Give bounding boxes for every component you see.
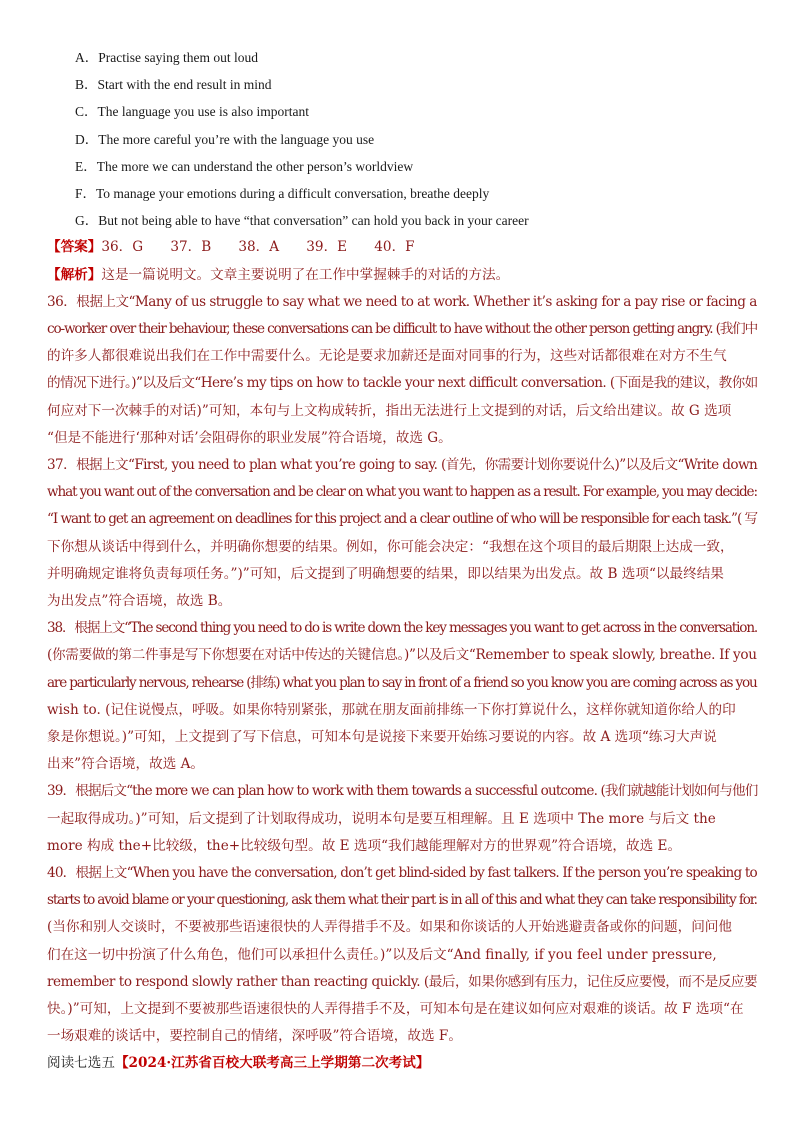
explanation-line: (你需要做的第二件事是写下你想要在对话中传达的关键信息。)”以及后文“Remember to speak slowly, breathe. If you: [47, 647, 757, 664]
option-item: F．To manage your emotions during a difficult conversation, breathe deeply: [75, 185, 490, 201]
explanation-line: wish to. (记住说慢点，呼吸。如果你特别紧张，那就在朋友面前排练一下你打算说什么，这样你就知道你给人的印: [47, 701, 736, 718]
explanation-line: 们在这一切中扮演了什么角色，他们可以承担什么责任。)”以及后文“And finally, if you feel under pressure,: [47, 946, 717, 963]
explanation-line: 的许多人都很难说出我们在工作中需要什么。无论是要求加薪还是面对同事的行为，这些对话都很难在对方不生气: [47, 348, 727, 365]
option-list: [47, 44, 757, 234]
explanation-line: more 构成 the+比较级，the+比较级句型。故 E 选项“我们越能理解对方的世界观”符合语境，故选 E。: [47, 837, 682, 854]
analysis-line: [47, 262, 757, 289]
document-page: [47, 44, 757, 1078]
explanation-line: “但是不能进行‘那种对话’会阻碍你的职业发展”符合语境，故选 G。: [47, 429, 452, 446]
explanation-line: 下你想从谈话中得到什么，并明确你想要的结果。例如，你可能会决定：“我想在这个项目的最后期限上达成一致，: [47, 538, 734, 555]
answer-text: 36．G 37．B 38．A 39．E 40．F: [101, 239, 415, 256]
explanation-line: co-worker over their behaviour, these conversations can be difficult to have without the other person getting angry. (我们中: [47, 320, 758, 337]
explanation-line: 一场艰难的谈话中，要控制自己的情绪，深呼吸”符合语境，故选 F。: [47, 1028, 462, 1045]
explanation-line: 快。)”可知，上文提到不要被那些语速很快的人弄得措手不及，可知本句是在建议如何应对艰难的谈话。故 F 选项“在: [47, 1001, 744, 1017]
explanation-line: 40．根据上文“When you have the conversation, don’t get blind-sided by fast talkers. If the person you’re speaking to: [47, 864, 757, 881]
explanation-line: remember to respond slowly rather than reacting quickly. (最后，如果你感到有压力，记住反应要慢，而不是反应要: [47, 973, 758, 990]
analysis-text: 这是一篇说明文。文章主要说明了在工作中掌握棘手的对话的方法。: [101, 266, 510, 283]
explanation-line: 的情况下进行。)”以及后文“Here’s my tips on how to tackle your next difficult conversation. (下面是我的建议，教你如: [47, 375, 758, 392]
option-item: B．Start with the end result in mind: [75, 77, 272, 93]
explanation-line: 一起取得成功。)”可知，后文提到了计划取得成功，说明本句是要互相理解。且 E 选项中 The more 与后文 the: [47, 810, 716, 827]
explanation-line: 并明确规定谁将负责每项任务。”)”可知，后文提到了明确想要的结果，即以结果为出发点。故 B 选项“以最终结果: [47, 565, 724, 582]
source-label: 【2024·江苏省百校大联考高三上学期第二次考试】: [114, 1055, 430, 1072]
explanation-block: [47, 289, 757, 1051]
explanation-line: 象是你想说。)”可知，上文提到了写下信息，可知本句是说接下来要开始练习要说的内容。故 A 选项“练习大声说: [47, 728, 717, 745]
section-title: 阅读七选五: [47, 1055, 115, 1072]
explanation-line: (当你和别人交谈时，不要被那些语速很快的人弄得措手不及。如果和你谈话的人开始逃避责备或你的问题，问问他: [47, 919, 732, 936]
answer-label: 【答案】: [47, 239, 102, 256]
explanation-line: 39．根据后文“the more we can plan how to work with them towards a successful outcome. (我们就越能计划如何与他们: [47, 783, 758, 800]
explanation-line: starts to avoid blame or your questioning, ask them what their part is in all of this and what they can take responsibility for.: [47, 892, 757, 909]
option-item: G．But not being able to have “that conversation” can hold you back in your career: [75, 213, 529, 229]
section-footer: [47, 1050, 757, 1077]
explanation-line: 何应对下一次棘手的对话)”可知，本句与上文构成转折，指出无法进行上文提到的对话，后文给出建议。故 G 选项: [47, 402, 732, 419]
explanation-line: are particularly nervous, rehearse (排练) what you plan to say in front of a friend so you know you are coming across as you: [47, 674, 757, 691]
explanation-line: 为出发点”符合语境，故选 B。: [47, 592, 232, 609]
option-item: C．The language you use is also important: [75, 104, 309, 120]
answer-line: [47, 234, 757, 261]
explanation-line: 36．根据上文“Many of us struggle to say what we need to at work. Whether it’s asking for a pay rise or facing a: [47, 293, 757, 310]
explanation-line: 37．根据上文“First, you need to plan what you’re going to say. (首先，你需要计划你要说什么)”以及后文“Write down: [47, 456, 758, 473]
analysis-label: 【解析】: [47, 266, 102, 283]
option-item: E．The more we can understand the other person’s worldview: [75, 158, 414, 174]
explanation-line: what you want out of the conversation and be clear on what you want to happen as a result. For example, you may decide:: [47, 484, 757, 501]
option-item: D．The more careful you’re with the language you use: [75, 131, 375, 147]
option-item: A．Practise saying them out loud: [75, 50, 258, 65]
explanation-line: “I want to get an agreement on deadlines for this project and a clear outline of who will be responsible for each task.”( 写: [47, 511, 757, 528]
explanation-line: 38．根据上文“The second thing you need to do is write down the key messages you want to get across in the conversation.: [47, 620, 758, 637]
explanation-line: 出来”符合语境，故选 A。: [47, 756, 205, 773]
